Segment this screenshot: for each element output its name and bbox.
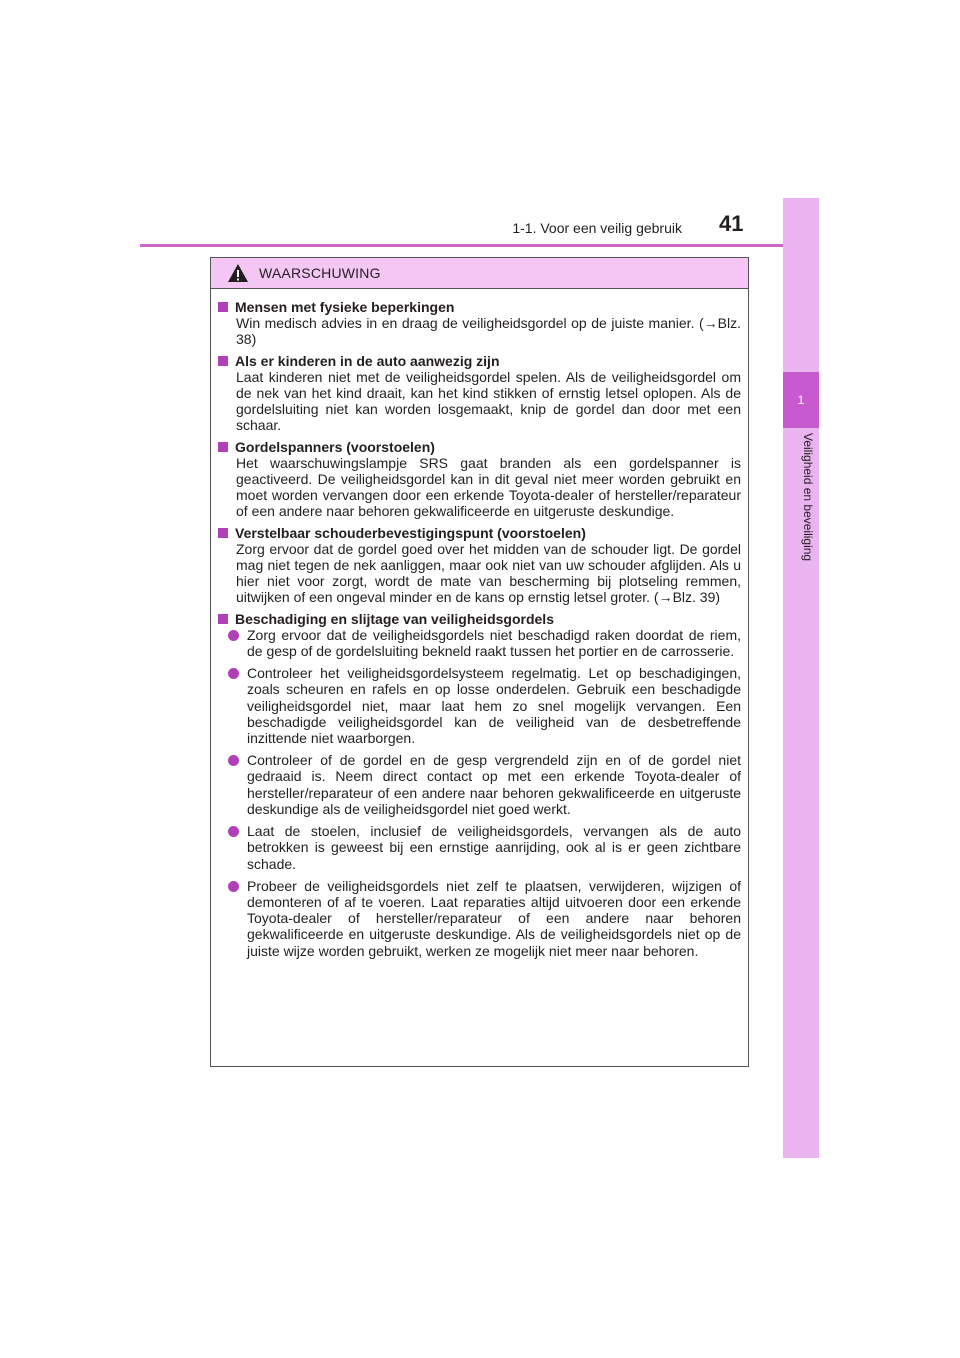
section-physical-limitations	[218, 299, 741, 348]
circle-bullet-icon	[228, 630, 239, 641]
chapter-side-tab	[783, 198, 819, 1158]
list-item	[228, 665, 741, 746]
list-item-text: Laat de stoelen, inclusief de veiligheidsgordels, vervangen als de auto betrokken is geweest bij een ernstige aanrijding, ook al is er geen zichtbare schade.	[247, 823, 741, 872]
chapter-number: 1	[783, 372, 819, 428]
list-item-text: Controleer of de gordel en de gesp vergrendeld zijn en of de gordel niet gedraaid is. Neem direct contact op met een erkende Toyota-dealer of hersteller/reparateur of een andere naar behoren gekwalificeerde en uitgeruste deskundige als de veiligheidsgordel niet goed werkt.	[247, 752, 741, 817]
list-item-text: Zorg ervoor dat de veiligheidsgordels niet beschadigd raken doordat de riem, de gesp of de gordelsluiting bekneld raakt tussen het portier en de carrosserie.	[247, 626, 741, 660]
warning-box	[210, 257, 749, 1067]
section-text: Laat kinderen niet met de veiligheidsgordel spelen. Als de veiligheidsgordel om de nek van het kind draait, kan het kind stikken of ernstig letsel oplopen. Als de gordelsluiting niet kan worden losgemaakt, knip de gordel dan door met een schaar.	[236, 368, 741, 434]
list-item	[228, 627, 741, 659]
section-pretensioners	[218, 439, 741, 520]
list-item-text: Probeer de veiligheidsgordels niet zelf te plaatsen, verwijderen, wijzigen of demonteren of af te voeren. Laat reparaties altijd uitvoeren door een erkende Toyota-dealer of hersteller/reparateur of een andere naar behoren gekwalificeerde en uitgeruste deskundige. Als de veiligheidsgordels niet op de juiste wijze worden gebruikt, werken ze mogelijk niet meer naar behoren.	[247, 877, 741, 959]
warning-body	[211, 289, 748, 959]
circle-bullet-icon	[228, 826, 239, 837]
circle-bullet-icon	[228, 755, 239, 766]
section-title: 1-1. Voor een veilig gebruik	[512, 220, 682, 236]
section-heading: Gordelspanners (voorstoelen)	[235, 438, 435, 455]
header-rule	[140, 244, 819, 247]
section-text: Zorg ervoor dat de gordel goed over het midden van de schouder ligt. De gordel mag niet tegen de nek aanliggen, maar ook niet van uw schouder afglijden. Als u hier niet voor zorgt, wordt de mate van bescherming bij plotseling remmen, uitwijken of een ongeval minder en de kans op ernstig letsel groter. (→Blz. 39)	[236, 540, 741, 606]
warning-header	[211, 258, 748, 289]
warning-title: WAARSCHUWING	[259, 265, 381, 281]
circle-bullet-icon	[228, 881, 239, 892]
square-bullet-icon	[218, 528, 228, 538]
section-heading: Verstelbaar schouderbevestigingspunt (voorstoelen)	[235, 524, 586, 541]
section-heading: Mensen met fysieke beperkingen	[235, 299, 455, 315]
list-item	[228, 878, 741, 959]
warning-triangle-icon	[227, 263, 249, 283]
chapter-label: Veiligheid en beveiliging	[801, 433, 815, 562]
section-damage-wear	[218, 611, 741, 959]
section-shoulder-anchor	[218, 525, 741, 606]
list-item-text: Controleer het veiligheidsgordelsysteem regelmatig. Let op beschadigingen, zoals scheuren en rafels en op losse onderdelen. Gebruik een beschadigde veiligheidsgordel niet, maar laat hem zo snel mogelijk vervangen. Een beschadigde veiligheidsgordel kan de veiligheid van de desbetreffende inzittende niet waarborgen.	[247, 665, 741, 747]
section-heading: Als er kinderen in de auto aanwezig zijn	[235, 352, 500, 369]
list-item	[228, 752, 741, 817]
section-children	[218, 353, 741, 434]
section-heading: Beschadiging en slijtage van veiligheidsgordels	[235, 610, 554, 627]
square-bullet-icon	[218, 614, 228, 624]
section-text: Win medisch advies in en draag de veiligheidsgordel op de juiste manier. (→Blz. 38)	[236, 315, 741, 348]
list-item	[228, 823, 741, 872]
page-number: 41	[719, 211, 744, 236]
square-bullet-icon	[218, 302, 228, 312]
square-bullet-icon	[218, 442, 228, 452]
square-bullet-icon	[218, 356, 228, 366]
circle-bullet-icon	[228, 668, 239, 679]
section-text: Het waarschuwingslampje SRS gaat branden als een gordelspanner is geactiveerd. De veiligheidsgordel kan in dit geval niet meer worden gebruikt en moet worden vervangen door een erkende Toyota-dealer of hersteller/reparateur of een andere naar behoren gekwalificeerde en uitgeruste deskundige.	[236, 454, 741, 520]
